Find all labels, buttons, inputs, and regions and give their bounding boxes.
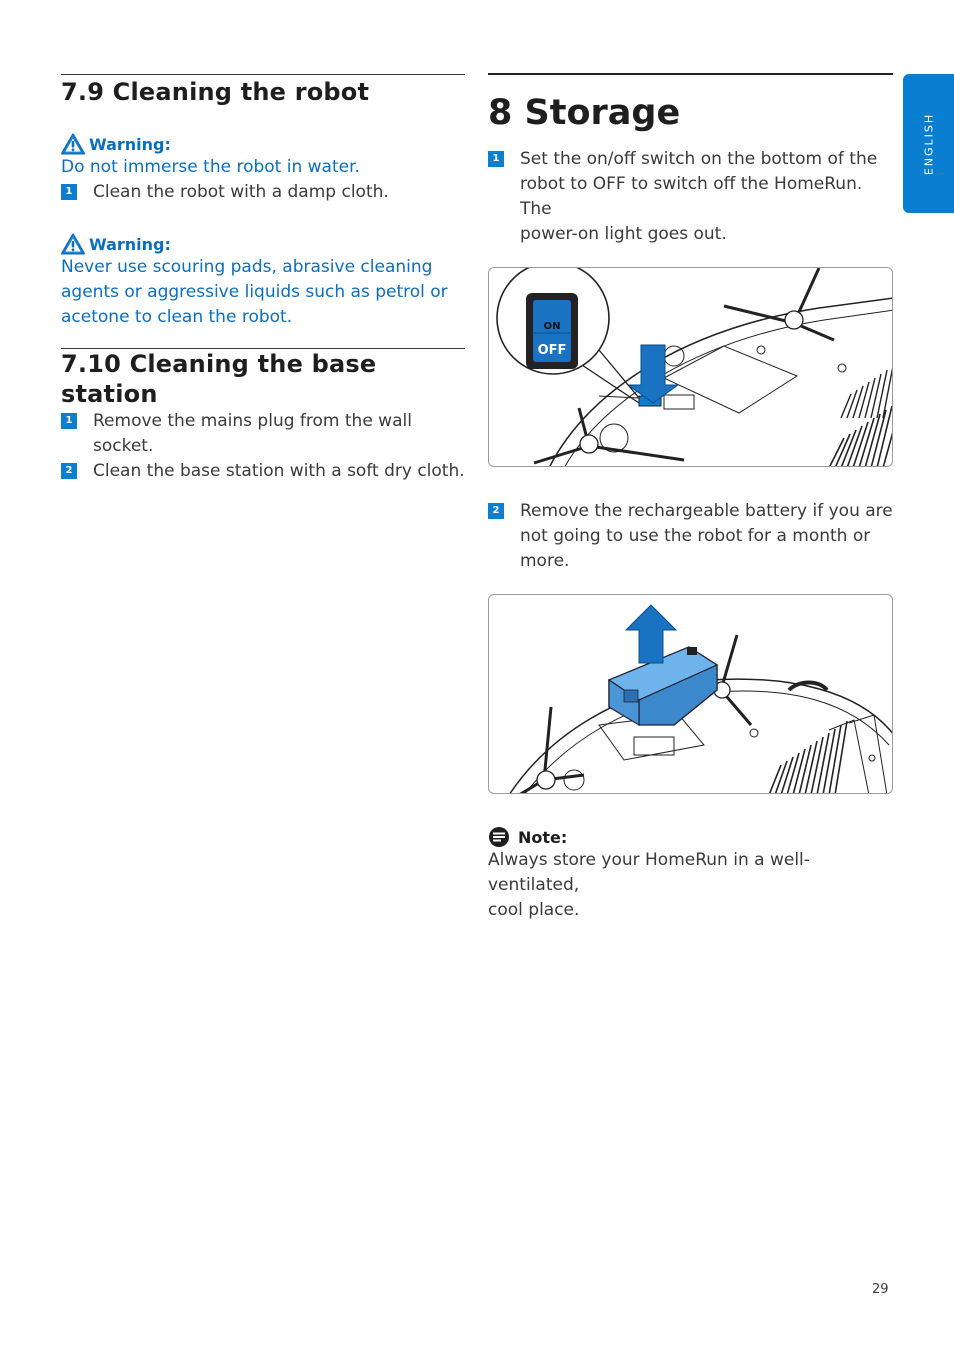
note-text <box>488 848 893 923</box>
note-label: Note: <box>518 827 568 847</box>
warning-label: Warning: <box>89 134 171 154</box>
note-line: cool place. <box>488 900 580 920</box>
heading-storage: 8 Storage <box>488 93 681 133</box>
warning-2 <box>61 233 465 255</box>
warning-1 <box>61 133 465 155</box>
step-number: 1 <box>488 151 504 167</box>
right-column <box>488 73 893 923</box>
step-text: Clean the base station with a soft dry cloth. <box>93 461 465 481</box>
step-item <box>61 180 465 205</box>
warning-line: agents or aggressive liquids such as petrol or <box>61 282 448 302</box>
warning-text <box>61 255 465 330</box>
warning-text: Do not immerse the robot in water. <box>61 157 360 177</box>
robot-underside-illustration <box>489 268 893 467</box>
step-line: power-on light goes out. <box>520 224 727 244</box>
heading-cleaning-base-station: 7.10 Cleaning the base station <box>61 350 377 408</box>
step-item <box>488 499 893 574</box>
step-text <box>520 147 893 247</box>
language-tab <box>903 74 954 213</box>
step-number: 2 <box>61 463 77 479</box>
step-item <box>61 409 465 459</box>
page-number: 29 <box>872 1282 889 1297</box>
step-number: 2 <box>488 503 504 519</box>
warning-label: Warning: <box>89 234 171 254</box>
switch-on-label: ON <box>543 321 561 332</box>
warning-line: acetone to clean the robot. <box>61 307 293 327</box>
step-line: Remove the rechargeable battery if you are <box>520 501 893 521</box>
step-number: 1 <box>61 184 77 200</box>
step-line: more. <box>520 551 570 571</box>
left-column <box>61 74 465 484</box>
step-item <box>488 147 893 247</box>
switch-off-label: OFF <box>537 343 567 358</box>
step-text <box>520 499 893 574</box>
note-icon <box>488 826 510 848</box>
language-tab-label: ENGLISH <box>922 112 935 175</box>
warning-icon <box>61 133 85 155</box>
warning-icon <box>61 233 85 255</box>
step-text: Clean the robot with a damp cloth. <box>93 182 389 202</box>
heading-cleaning-robot: 7.9 Cleaning the robot <box>61 78 370 106</box>
warning-line: Never use scouring pads, abrasive cleaning <box>61 257 433 277</box>
step-line: not going to use the robot for a month or <box>520 526 871 546</box>
step-text: Remove the mains plug from the wall socket. <box>93 411 412 456</box>
step-line: robot to OFF to switch off the HomeRun. The <box>520 174 863 219</box>
step-number: 1 <box>61 413 77 429</box>
step-line: Set the on/off switch on the bottom of the <box>520 149 878 169</box>
note-line: Always store your HomeRun in a well-ventilated, <box>488 850 810 895</box>
figure-remove-battery <box>488 594 893 794</box>
note-heading <box>488 826 893 848</box>
figure-onoff-switch <box>488 267 893 467</box>
battery-removal-illustration <box>489 595 893 794</box>
step-item <box>61 459 465 484</box>
